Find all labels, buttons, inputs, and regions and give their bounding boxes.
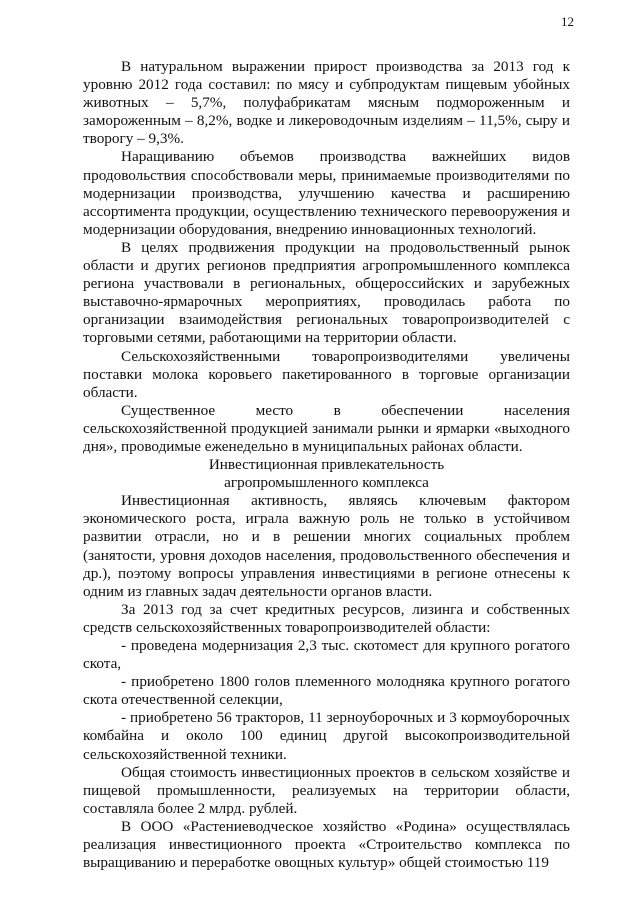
document-body xyxy=(83,58,570,872)
paragraph-market-promotion: В целях продвижения продукции на продовольственный рынок области и других регионов предприятия агропромышленного комплекса региона участвовали в региональных, общероссийских и зарубежных выставочно-ярмарочных мероприятиях, проводилась работа по организации взаимодействия региональных товаропроизводителей с торговыми сетями, работающими на территории области. xyxy=(83,238,570,347)
list-item: - приобретено 1800 голов племенного молодняка крупного рогатого скота отечественной селекции, xyxy=(83,673,570,709)
paragraph-rodina-project: В ООО «Растениеводческое хозяйство «Родина» осуществлялась реализация инвестиционного проекта «Строительство комплекса по выращиванию и переработке овощных культур» общей стоимостью 119 xyxy=(83,817,570,872)
paragraph-milk-supply: Сельскохозяйственными товаропроизводителями увеличены поставки молока коровьего пакетированного в торговые организации области. xyxy=(83,347,570,401)
page-number: 12 xyxy=(561,14,574,29)
paragraph-production-measures: Наращиванию объемов производства важнейших видов продовольствия способствовали меры, принимаемые производителями по модернизации производства, улучшению качества и расширению ассортимента продукции, осуществлению технического перевооружения и модернизации оборудования, внедрению инновационных технологий. xyxy=(83,148,570,238)
paragraph-production-growth: В натуральном выражении прирост производства за 2013 год к уровню 2012 года составил: по мясу и субпродуктам пищевым убойных животных – 5,7%, полуфабрикатам мясным подмороженным и замороженным – 8,2%, водке и ликероводочным изделиям – 11,5%, сыру и творогу – 9,3%. xyxy=(83,58,570,148)
paragraph-weekend-fairs: Существенное место в обеспечении населения сельскохозяйственной продукцией занимали рынки и ярмарки «выходного дня», проводимые еженедельно в муниципальных районах области. xyxy=(83,401,570,455)
section-heading-line-2: агропромышленного комплекса xyxy=(224,474,429,492)
list-item: - проведена модернизация 2,3 тыс. скотомест для крупного рогатого скота, xyxy=(83,637,570,673)
paragraph-investment-total: Общая стоимость инвестиционных проектов в сельском хозяйстве и пищевой промышленности, реализуемых на территории области, составляла более 2 млрд. рублей. xyxy=(83,763,570,817)
list-item: - приобретено 56 тракторов, 11 зерноуборочных и 3 кормоуборочных комбайна и около 100 единиц другой высокопроизводительной сельскохозяйственной техники. xyxy=(83,709,570,763)
section-heading-line-1: Инвестиционная привлекательность xyxy=(208,456,445,474)
paragraph-investment-activity: Инвестиционная активность, являясь ключевым фактором экономического роста, играла важную роль не только в устойчивом развитии отрасли, но и в решении многих социальных проблем (занятости, уровня доходов населения, продовольственного обеспечения и др.), поэтому вопросы управления инвестициями в регионе отнесены к одним из главных задач деятельности органов власти. xyxy=(83,492,570,600)
paragraph-investment-sources: За 2013 год за счет кредитных ресурсов, лизинга и собственных средств сельскохозяйственных товаропроизводителей области: xyxy=(83,600,570,636)
